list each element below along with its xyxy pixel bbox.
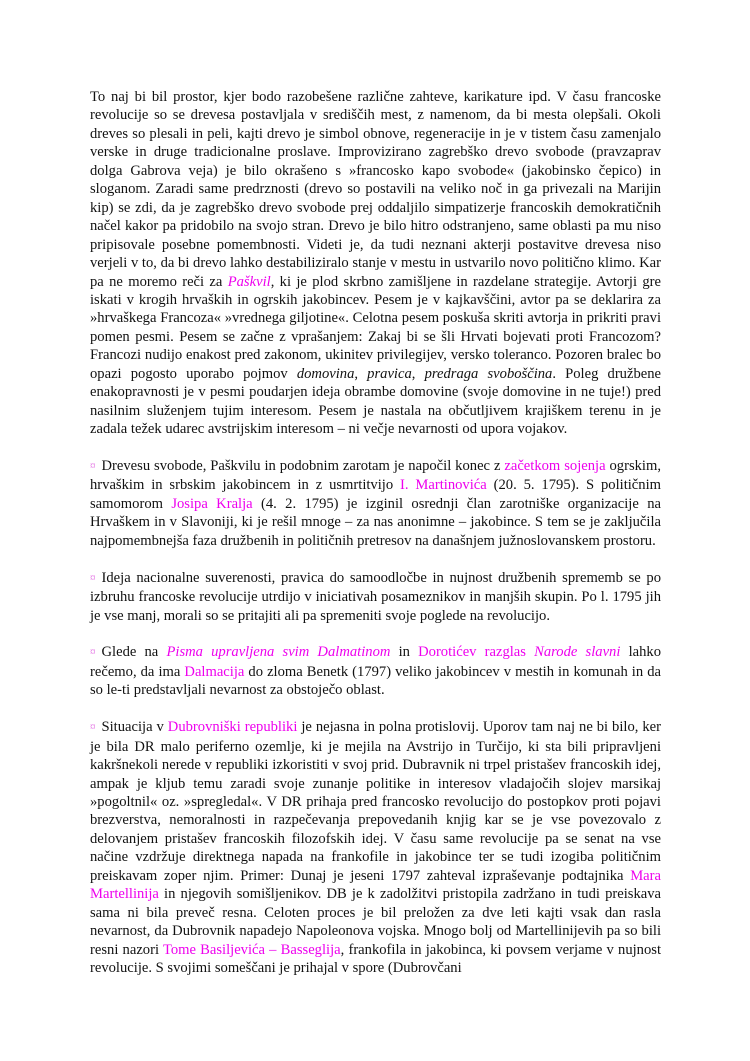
link-dubrovniski-republiki[interactable]: Dubrovniški republiki	[167, 719, 298, 736]
paragraph-paskvil	[90, 88, 661, 439]
text-run: ,	[411, 365, 425, 382]
link-paskvil[interactable]: Paškvil	[227, 273, 271, 290]
text-run: (20. 5. 1795). S političnim samomorom	[90, 477, 661, 512]
text-run: , ki je plod skrbno zamišljene in razdelane strategije. Avtorji gre iskati v krogih hrvaških in ogrskih jakobincev. Pesem je v kajkavščini, avtor pa se deklarira za »hrvaškega Francoza« »vrednega giljotine«. Celotna pesem poskuša skriti avtorja in prikriti pravi pomen pesmi. Pesem se začne z vprašanjem: Zakaj bi se šli Hrvati bojevati proti Francozom? Francozi nudijo enakost pred zakonom, ukinitev privilegijev, versko toleranco. Pozoren bralec bo opazi pogosto uporabo pojmov	[90, 273, 661, 382]
text-run: lahko rečemo, da ima	[90, 644, 661, 680]
term-pravica: pravica	[367, 365, 412, 382]
text-run: Situacija v	[101, 719, 168, 736]
text-run: je nejasna in polna protislovij. Uporov tam naj ne bi bilo, ker je bila DR malo periferno ozemlje, ki je mejila na Avstrijo in Turčijo, ki sta bili pripravljeni kakršnekoli nerede v republiki izkoristiti v svoj prid. Dubravnik ni trpel pristašev francoskih idej, ampak je kljub temu zaradi svoje zunanje politike in interesov vladajočih slojev marsikaj »pogoltnil« oz. »spregledal«. V DR prihaja pred francosko revolucijo do postopkov proti pojavi brezverstva, nemoralnosti in razpečevanja prepovedanih knjig kar se je vse povezovalo z delovanjem pristašev francoskih filozofskih idej. V času same revolucije pa se senat na vse načine vzdržuje direktnega napada na frankofile in jakobince ter se tudi izogiba političnim preiskavam zoper njim. Primer: Dunaj je jeseni 1797 zahteval izpraševanje podtajnika	[90, 719, 661, 884]
text-run: Ideja nacionalne suverenosti, pravica do samoodločbe in nujnost družbenih sprememb se po izbruhu francoske revolucije utrdijo v iniciativah posameznikov in manjših skupin. Po l. 1795 jih je vse manj, morali so se pritajiti ali pa spremeniti svoje poglede na revolucijo.	[90, 569, 661, 624]
link-pisma-upravljena[interactable]: Pisma upravljena svim Dalmatinom	[166, 644, 391, 661]
link-dalmacija[interactable]: Dalmacija	[184, 663, 245, 680]
bullet-icon: ¤	[90, 721, 96, 734]
paragraph-dubrovnik	[90, 718, 661, 977]
text-run: Glede na	[101, 644, 167, 661]
term-domovina: domovina	[296, 365, 355, 382]
text-run: Drevesu svobode, Paškvilu in podobnim zarotam je napočil konec z	[101, 458, 505, 474]
link-tome-basiljevica[interactable]: Tome Basiljevića – Basseglija	[162, 941, 341, 958]
paragraph-end-of-conspiracies	[90, 457, 661, 550]
text-run: ,	[354, 365, 368, 382]
link-mara-martellinija[interactable]: Mara Martellinija	[90, 867, 661, 903]
document-page	[90, 88, 661, 996]
link-martinovica[interactable]: I. Martinovića	[400, 477, 487, 494]
text-run: (4. 2. 1795) je izginil osrednji član zarotniške organizacije na Hrvaškem in v Slavoniji, ki je rešil mnoge – za nas anonimne – jakobince. S tem se je zaključila najpomembnejša faza družbenih in političnih pretresov na današnjem južnoslovanskem prostoru.	[90, 495, 661, 549]
text-run: . Poleg družbene enakopravnosti je v pesmi poudarjen ideja obrambe domovine (svoje domovine in ne tuje!) pred nasilnim služenjem tujim interesom. Pesem je nastala na občutljivem krajiškem terenu in je zadala težek udarec avstrijskim interesom – ni večje nevarnosti od upora vojakov.	[90, 365, 662, 438]
term-predraga-svobostina: predraga svoboščina	[424, 365, 553, 382]
text-run: To naj bi bil prostor, kjer bodo razobešene različne zahteve, karikature ipd. V času francoske revolucije so se drevesa postavljala v središčih mest, z namenom, da bi mesta olepšali. Okoli dreves so plesali in peli, kajti drevo je simbol obnove, regeneracije in je v tistem času zamenjalo verske in druge tradicionalne proslave. Improvizirano zagrebško drevo svobode (pravzaprav dolga Gabrova veja) je bilo okrašeno s »francosko kapo svobode« (jakobinsko čepico) in sloganom. Zaradi same predrznosti (drevo so postavili na veliko noč in ga privezali na Marijin kip) se zdi, da je zagrebško drevo svobode prej oddaljilo simpatizerje francoskih demokratičnih načel kakor pa pridobilo na svojo stran. Drevo je bilo hitro odstranjeno, same oblasti pa mu niso pripisovale posebne pomembnosti. Videti je, da tudi neznani akterji postavitve drevesa niso verjeli v to, da bi drevo lahko destabiliziralo stanje v mestu in ustvarilo novo politično klimo. Kar pa ne moremo reči za	[90, 89, 661, 290]
text-run: , frankofila in jakobinca, ki povsem verjame v nujnost revolucije. S svojimi someščani je prihajal v spore (Dubrovčani	[90, 941, 661, 977]
link-narode-slavni[interactable]: Narode slavni	[534, 644, 621, 661]
link-josipa-kralja[interactable]: Josipa Kralja	[171, 495, 253, 512]
link-doroticev-razglas[interactable]: Dorotićev razglas	[418, 644, 535, 661]
text-run: do zloma Benetk (1797) veliko jakobincev v mestih in komunah in da so le-ti predstavljali nevarnost za obstoječo oblast.	[90, 663, 661, 699]
paragraph-national-sovereignty	[90, 569, 661, 625]
bullet-icon: ¤	[90, 460, 96, 472]
bullet-icon: ¤	[90, 571, 96, 584]
text-run: ogrskim, hrvaškim in srbskim jakobincem in z usmrtitvijo	[90, 458, 661, 494]
link-zacetkom-sojenja[interactable]: začetkom sojenja	[504, 458, 606, 474]
text-run: in njegovih somišljenikov. DB je k zadolžitvi pristopila zadržano in tudi preiskava sama ni bila preveč resna. Celoten proces je bil preložen za dve leti kajti vsak dan rasla nevarnost, da Dubrovnik napadejo Napoleonova vojska. Mnogo bolj od Martellinijevih pa so bili resni nazori	[90, 886, 661, 958]
paragraph-dalmatia	[90, 643, 661, 699]
text-run: in	[390, 644, 419, 661]
bullet-icon: ¤	[90, 646, 96, 659]
